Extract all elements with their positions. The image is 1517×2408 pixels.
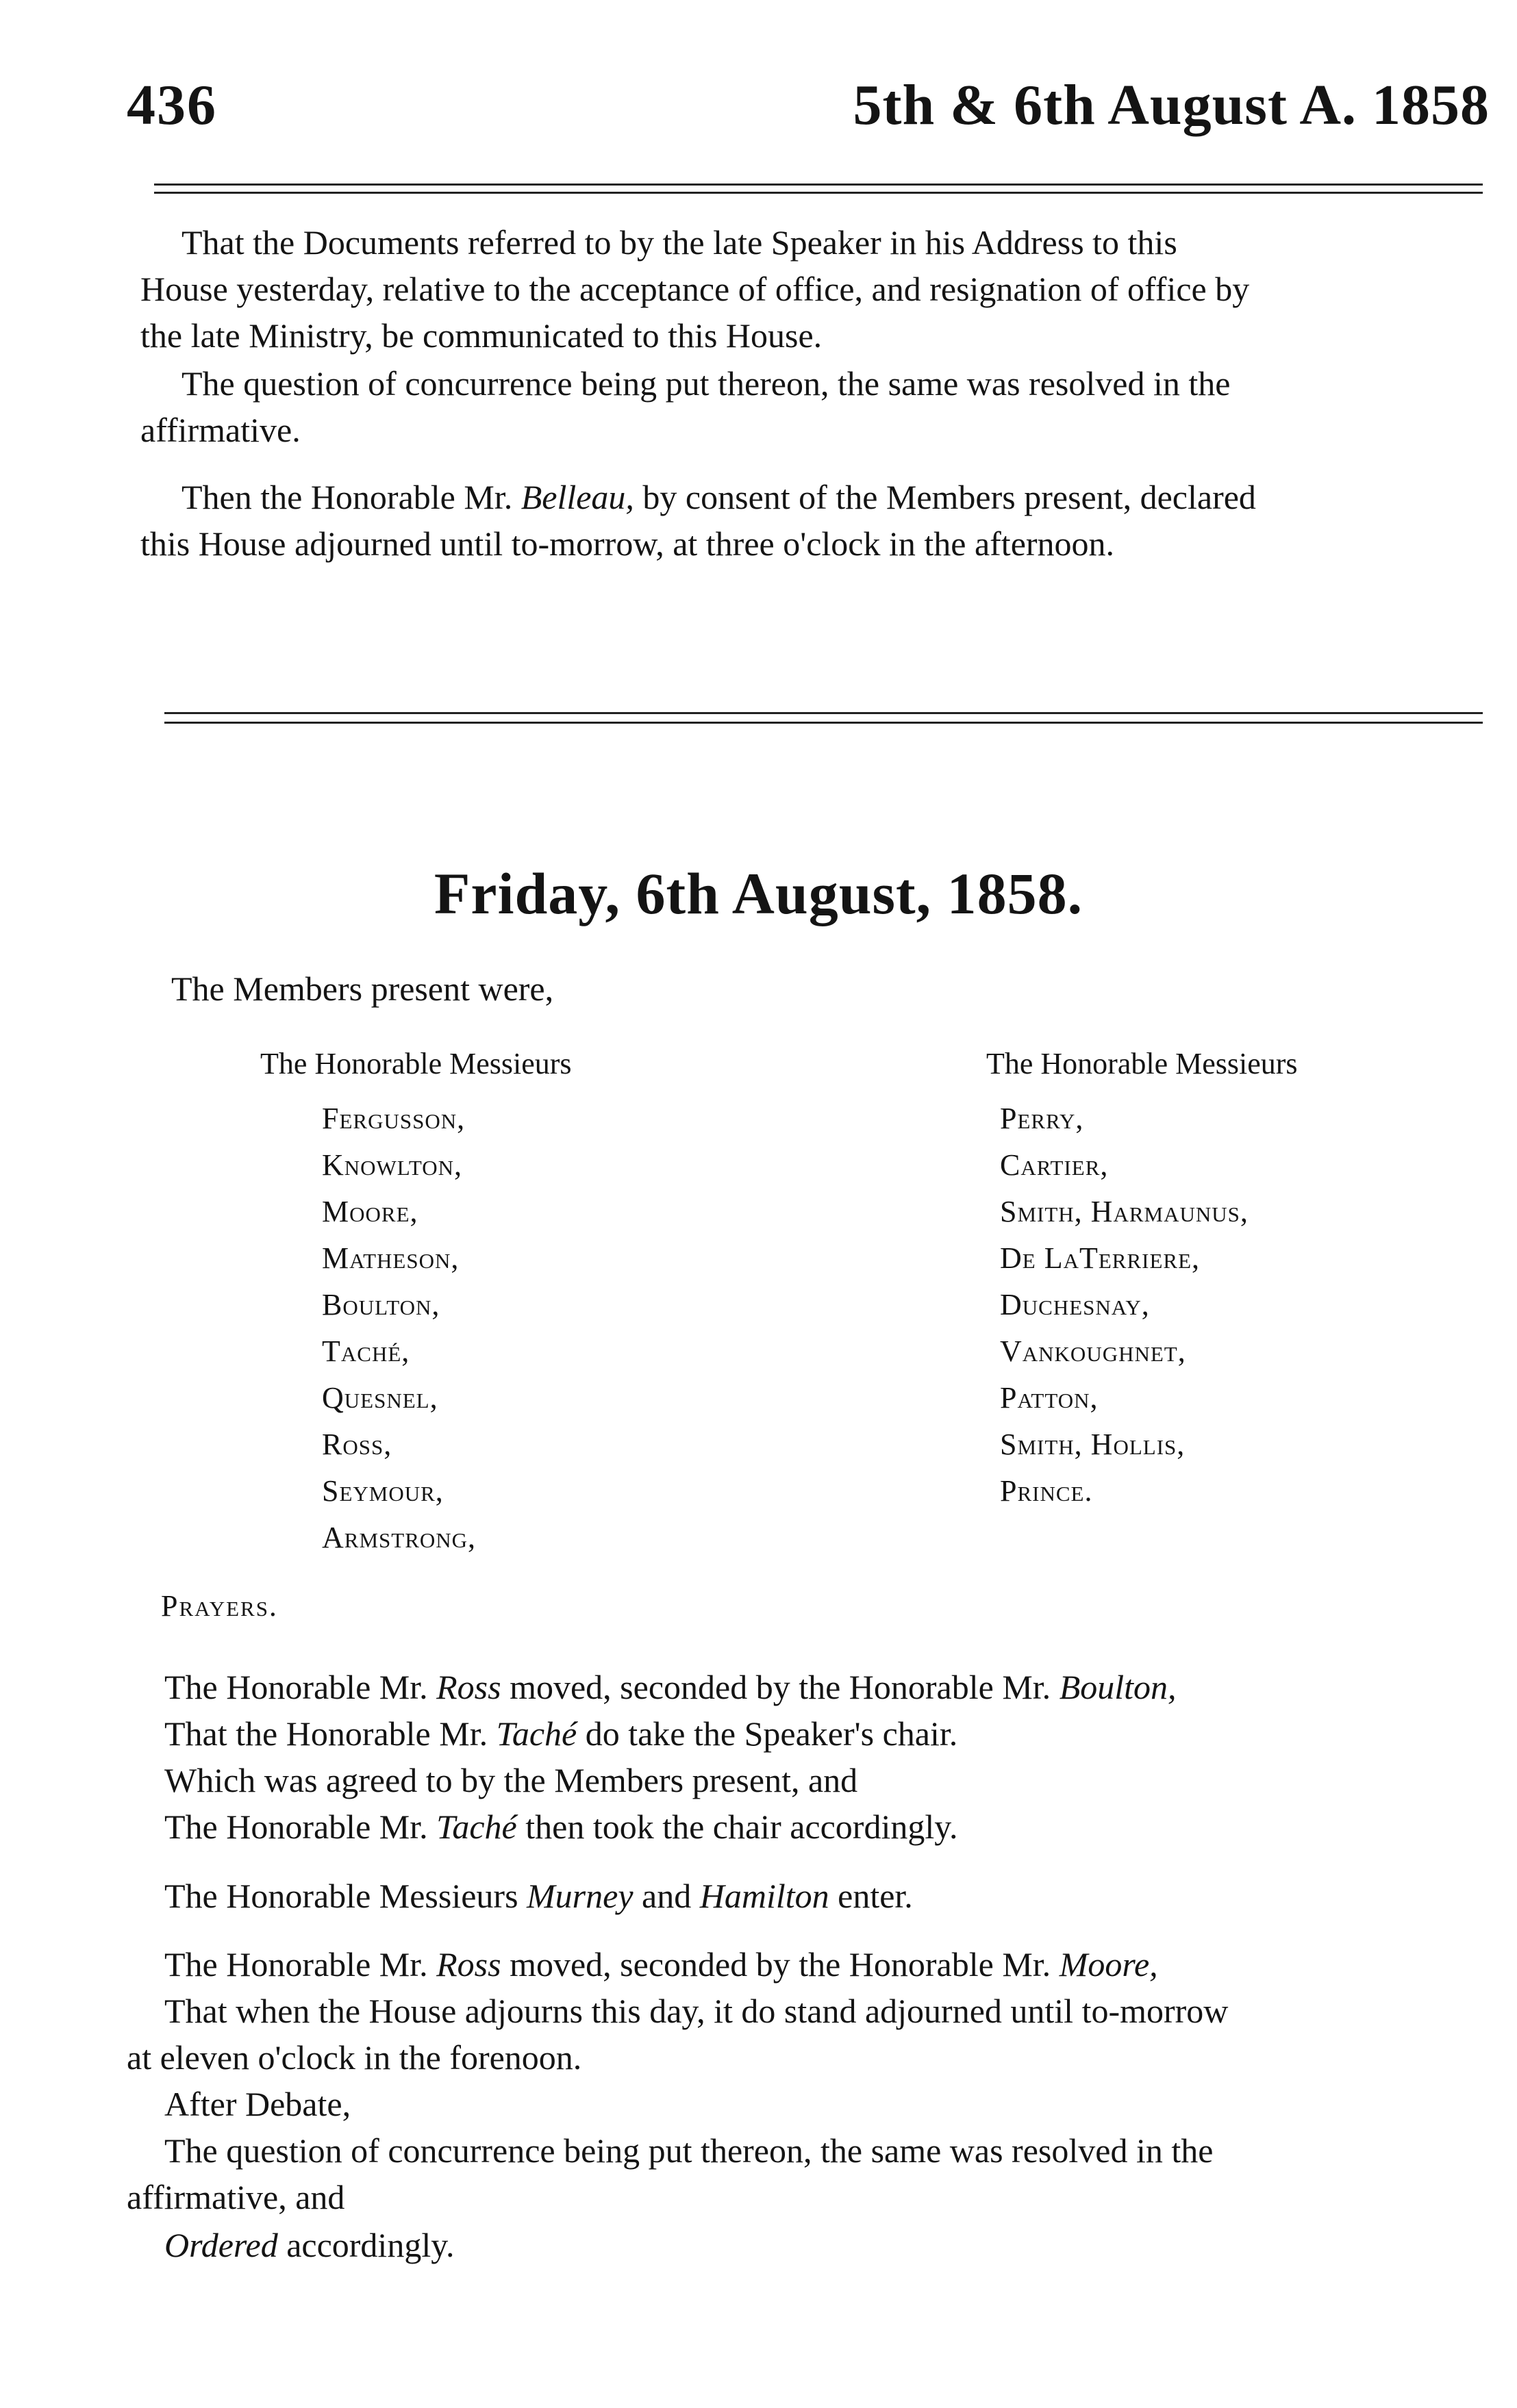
proceeding-line-3: Which was agreed to by the Members present, and <box>164 1761 858 1799</box>
proceeding-line-11 <box>164 2225 454 2265</box>
proceeding-line-8: After Debate, <box>164 2085 351 2123</box>
text: and <box>633 1877 700 1915</box>
member-name: Prince. <box>1000 1474 1093 1508</box>
right-members-list <box>1000 1095 1249 1514</box>
prayers-heading: Prayers. <box>161 1589 278 1623</box>
name-hamilton: Hamilton <box>699 1877 829 1915</box>
member-name: Taché, <box>322 1334 410 1368</box>
member-name: Patton, <box>1000 1381 1099 1415</box>
member-name: Armstrong, <box>322 1521 477 1554</box>
name-tache: Taché <box>436 1808 517 1846</box>
proceeding-line-7: at eleven o'clock in the forenoon. <box>127 2038 582 2077</box>
left-column-heading: The Honorable Messieurs <box>260 1047 572 1080</box>
para2-line2: affirmative. <box>140 411 301 449</box>
left-members-list <box>322 1095 476 1561</box>
text: moved, seconded by the Honorable Mr. <box>501 1945 1060 1984</box>
text: accordingly. <box>277 2226 455 2264</box>
para3-name-belleau: Belleau, <box>521 478 634 516</box>
text: The Honorable Messieurs <box>164 1877 527 1915</box>
right-column-heading: The Honorable Messieurs <box>986 1047 1298 1080</box>
page-header <box>127 72 1490 137</box>
date-heading: Friday, 6th August, 1858. <box>434 861 1083 926</box>
proceeding-line-1 <box>164 1667 1177 1707</box>
proceeding-line-9: The question of concurrence being put thereon, the same was resolved in the <box>164 2131 1214 2170</box>
name-boulton: Boulton, <box>1059 1668 1177 1706</box>
text: enter. <box>829 1877 913 1915</box>
para3-line1 <box>181 477 1256 517</box>
member-name: Matheson, <box>322 1241 460 1275</box>
text: The Honorable Mr. <box>164 1668 437 1706</box>
text: That the Honorable Mr. <box>164 1714 497 1753</box>
section-rule-top <box>164 712 1483 714</box>
name-ross: Ross <box>436 1945 501 1984</box>
member-name: Cartier, <box>1000 1148 1109 1182</box>
ordered-word: Ordered <box>164 2226 278 2264</box>
page-number: 436 <box>127 73 217 137</box>
header-rule-bottom <box>154 192 1483 194</box>
para1-line1: That the Documents referred to by the late Speaker in his Address to this <box>181 223 1177 262</box>
text: moved, seconded by the Honorable Mr. <box>501 1668 1060 1706</box>
member-name: Perry, <box>1000 1102 1084 1135</box>
proceeding-line-5 <box>164 1944 1158 1984</box>
member-name: Smith, Harmaunus, <box>1000 1195 1249 1228</box>
proceeding-line-10: affirmative, and <box>127 2178 345 2216</box>
header-rule-top <box>154 183 1483 186</box>
name-moore: Moore, <box>1059 1945 1158 1984</box>
proceeding-line-2 <box>164 1714 957 1753</box>
text: The Honorable Mr. <box>164 1808 437 1846</box>
members-intro: The Members present were, <box>171 969 554 1008</box>
member-name: Seymour, <box>322 1474 444 1508</box>
member-name: Duchesnay, <box>1000 1288 1150 1321</box>
para2-line1: The question of concurrence being put thereon, the same was resolved in the <box>181 364 1231 403</box>
member-name: Knowlton, <box>322 1148 463 1182</box>
member-name: Vankoughnet, <box>1000 1334 1186 1368</box>
para3-line2: this House adjourned until to-morrow, at three o'clock in the afternoon. <box>140 524 1115 563</box>
section-rule-bottom <box>164 722 1483 724</box>
para3-text-b: by consent of the Members present, declared <box>634 478 1256 516</box>
running-head: 5th & 6th August A. 1858 <box>853 73 1490 137</box>
member-name: De LaTerriere, <box>1000 1241 1201 1275</box>
name-ross: Ross <box>436 1668 501 1706</box>
member-name: Fergusson, <box>322 1102 466 1135</box>
member-name: Quesnel, <box>322 1381 438 1415</box>
member-name: Smith, Hollis, <box>1000 1428 1186 1461</box>
para1-line2: House yesterday, relative to the acceptance of office, and resignation of office by <box>140 270 1250 308</box>
para1-line3: the late Ministry, be communicated to this House. <box>140 316 823 355</box>
member-name: Moore, <box>322 1195 418 1228</box>
text: then took the chair accordingly. <box>516 1808 958 1846</box>
text: The Honorable Mr. <box>164 1945 437 1984</box>
proceeding-line-6: That when the House adjourns this day, it do stand adjourned until to-morrow <box>164 1992 1229 2030</box>
name-murney: Murney <box>527 1877 634 1915</box>
name-tache: Taché <box>496 1714 577 1753</box>
proceeding-line-4 <box>164 1807 957 1847</box>
member-name: Ross, <box>322 1428 392 1461</box>
para3-text-a: Then the Honorable Mr. <box>181 478 521 516</box>
proceeding-enter <box>164 1876 913 1916</box>
member-name: Boulton, <box>322 1288 440 1321</box>
text: do take the Speaker's chair. <box>577 1714 958 1753</box>
